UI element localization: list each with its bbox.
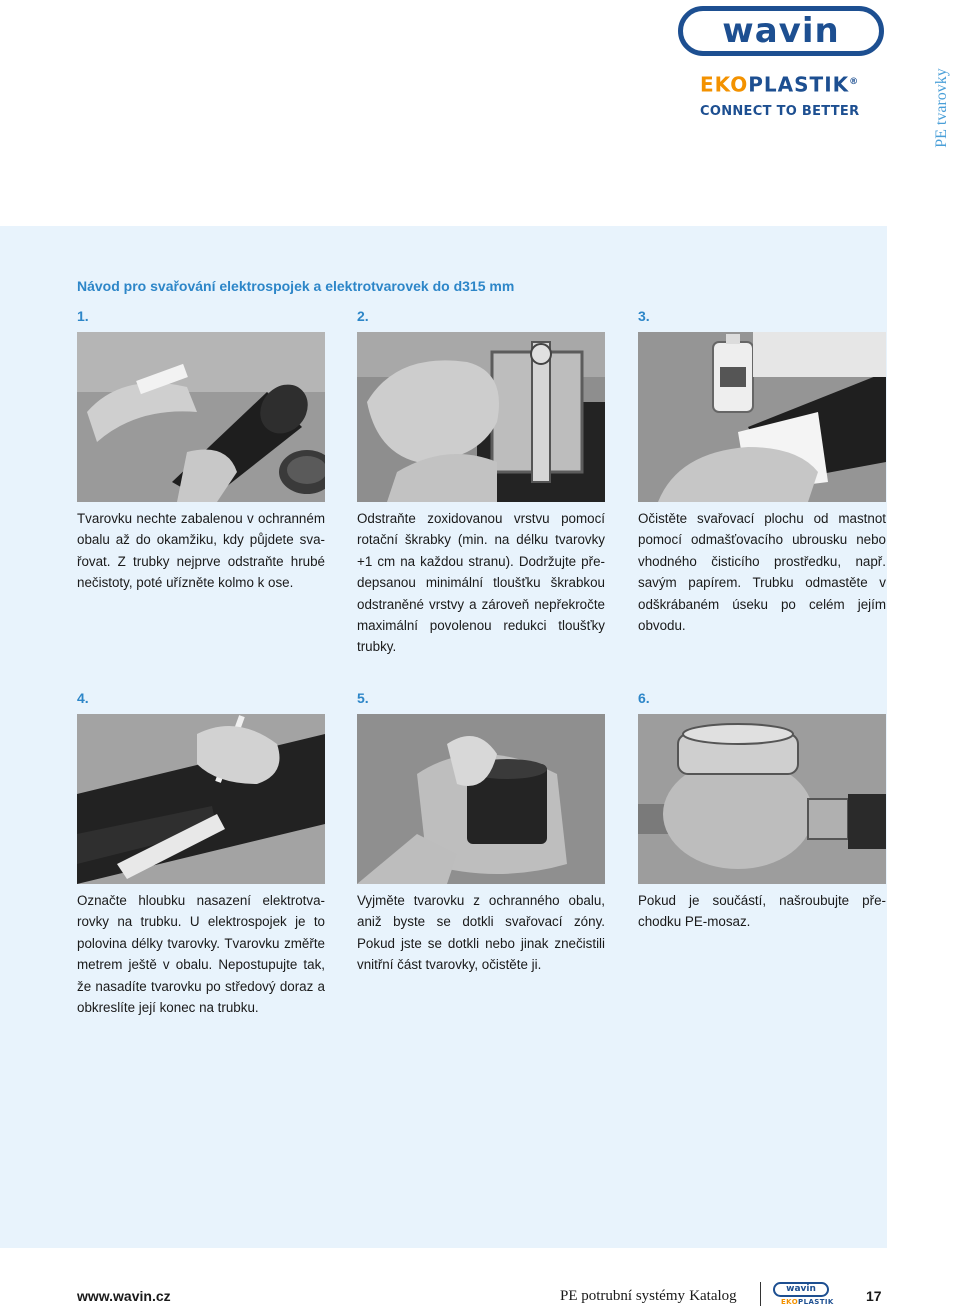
footer-eko: EKO (781, 1298, 799, 1306)
step-5-photo (357, 714, 605, 884)
wavin-logo (678, 6, 884, 56)
step-2-number: 2. (357, 308, 369, 324)
ekoplastik-plastik: PLASTIK (748, 72, 850, 97)
footer-catalog-title (560, 1287, 737, 1305)
side-category-label: PE tvarovky (933, 68, 950, 148)
footer-wavin-logo (773, 1282, 829, 1297)
step-2-caption: Odstraňte zoxidovanou vrstvu pomocí rotační škrabky (min. na délku tvarovky +1 cm na každou stranu). Dodržujte předepsanou minimální tloušťku škrabkou odstraněné vrstvy a zároveň nepřekročte maximální povolenou redukci tloušťky trubky. (357, 511, 605, 655)
ekoplastik-logo (700, 70, 859, 97)
page-number: 17 (866, 1288, 882, 1304)
step-3-number: 3. (638, 308, 650, 324)
page-header (0, 0, 960, 226)
wavin-logo-word: wavin (722, 11, 840, 51)
step-3-photo (638, 332, 886, 502)
step-4-caption: Označte hloubku nasazení elektrotvarovky na trubku. U elektrospojek je to polovina délky tvarovky. Tvarovku změřte metrem ještě v obalu. Nepostupujte tak, že nasadíte tvarovku po středový doraz a obkreslíte její konec na trubku. (77, 893, 325, 1016)
ekoplastik-eko: EKO (700, 72, 749, 97)
step-1-caption: Tvarovku nechte zabalenou v ochranném obalu až do okamžiku, kdy půjdete svařovat. Z trubky nejprve odstraňte hrubé nečistoty, poté uřízněte kolmo k ose. (77, 511, 325, 591)
step-5-caption: Vyjměte tvarovku z ochranného obalu, aniž byste se dotkli svařovací zóny. Pokud jste se dotkli nebo jinak znečistili vnitřní část tvarovky, očistěte ji. (357, 893, 605, 973)
footer-catalog-bold: PE potrubní systémy (560, 1288, 686, 1304)
registered-mark: ® (849, 77, 860, 87)
step-3-caption: Očistěte svařovací plochu od mastnot pomocí odmašťovacího ubrousku nebo vhodného čisticího prostředku, např. savým papírem. Trubku odmastěte v odškrábaném úseku po celém jejím obvodu. (638, 511, 886, 634)
step-6-number: 6. (638, 690, 650, 706)
footer-catalog-light: Katalog (689, 1288, 737, 1304)
footer-plastik: PLASTIK (798, 1298, 834, 1306)
step-1-number: 1. (77, 308, 89, 324)
step-5-number: 5. (357, 690, 369, 706)
section-title: Návod pro svařování elektrospojek a elektrotvarovek do d315 mm (77, 278, 515, 294)
footer-divider (760, 1282, 761, 1306)
step-1-photo (77, 332, 325, 502)
step-4-photo (77, 714, 325, 884)
step-4-number: 4. (77, 690, 89, 706)
step-6-photo (638, 714, 886, 884)
step-6-caption: Pokud je součástí, našroubujte přechodku PE-mosaz. (638, 893, 886, 930)
footer-ekoplastik-logo (781, 1298, 834, 1306)
footer-wavin-logo-word: wavin (786, 1284, 816, 1294)
brand-tagline: CONNECT TO BETTER (700, 104, 860, 119)
side-category-tab (924, 0, 960, 226)
step-2-photo (357, 332, 605, 502)
footer-website-link[interactable]: www.wavin.cz (77, 1288, 171, 1304)
